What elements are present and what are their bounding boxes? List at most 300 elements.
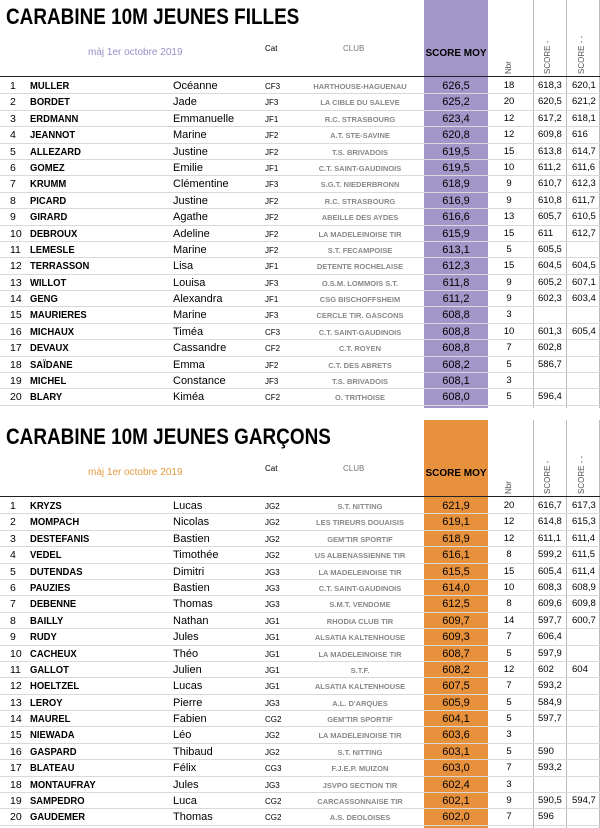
nbr-cell: 10 [503,161,515,173]
category-cell: JG1 [265,649,280,659]
score-2-cell: 611,5 [572,549,596,561]
first-name-cell: Alexandra [173,293,223,306]
club-cell: S.G.T. NIEDERBRONN [320,180,400,190]
first-name-cell: Théo [173,647,199,660]
rank-cell: 1 [10,500,16,512]
rank-cell: 15 [10,309,22,322]
table-row [0,613,600,629]
first-name-cell: Bastien [173,532,210,545]
score-1-cell: 611,1 [538,532,562,544]
score-1-cell: 611,2 [538,161,562,173]
nbr-cell: 20 [503,96,515,108]
club-cell: CSG BISCHOFFSHEIM [319,295,401,305]
rank-cell: 5 [10,565,16,578]
nbr-cell: 5 [506,745,512,757]
score-2-cell: 611,6 [572,161,596,173]
last-name-cell: BLARY [30,391,63,404]
score-2-cell: 604 [572,663,588,675]
rank-cell: 4 [10,549,16,562]
score-1-cell: 617,2 [538,112,562,124]
score-moy-cell: 619,5 [442,145,470,158]
rank-cell: 6 [10,161,16,174]
nbr-cell: 7 [506,762,512,774]
score-moy-cell: 614,0 [442,581,470,594]
nbr-cell: 15 [503,260,515,272]
header-score-1: SCORE - [543,40,552,74]
last-name-cell: GOMEZ [30,161,65,174]
first-name-cell: Jules [173,778,199,791]
last-name-cell: BLATEAU [30,762,75,775]
score-moy-cell: 607,5 [442,680,470,693]
score-moy-cell: 612,5 [442,598,470,611]
category-cell: CF2 [265,344,281,354]
rank-cell: 13 [10,276,22,289]
club-cell: O. TRITHOISE [334,393,385,403]
club-cell: HARTHOUSE-HAGUENAU [313,82,407,91]
rank-cell: 10 [10,227,22,240]
club-cell: C.T. SAINT-GAUDINOIS [318,163,402,173]
score-2-cell: 617,3 [572,500,596,511]
header-score-2: SCORE - - [577,35,586,74]
first-name-cell: Thibaud [173,745,213,758]
first-name-cell: Lisa [173,260,194,273]
rank-cell: 1 [10,80,16,92]
score-1-cell: 597,7 [538,713,562,725]
score-moy-cell: 603,6 [442,729,470,742]
score-1-cell: 596 [538,811,554,823]
score-moy-cell: 603,0 [442,762,470,775]
last-name-cell: DEBENNE [30,598,77,611]
nbr-cell: 9 [506,293,512,305]
rank-cell: 16 [10,745,22,758]
nbr-cell: 10 [503,581,515,593]
score-moy-cell: 619,5 [442,161,470,174]
category-cell: JF1 [265,295,279,305]
category-cell: JF2 [265,131,279,141]
first-name-cell: Thomas [173,598,213,611]
nbr-cell: 14 [503,614,515,626]
table-row [0,111,600,127]
first-name-cell: Pierre [173,696,203,709]
table-row [0,389,600,405]
category-cell: JF2 [265,360,279,370]
nbr-cell: 9 [506,194,512,206]
category-cell: JG3 [265,583,280,593]
header-cat: Cat [265,464,278,473]
club-cell: ALSATIA KALTENHOUSE [314,633,406,643]
club-cell: LA CIBLE DU SALEVE [320,98,400,108]
club-cell: S.T. NITTING [337,747,383,757]
rank-cell: 20 [10,811,22,824]
first-name-cell: Marine [173,309,207,322]
last-name-cell: ERDMANN [30,112,79,125]
table-row [0,678,600,694]
nbr-cell: 5 [506,391,512,403]
rank-cell: 13 [10,696,22,709]
score-moy-cell: 609,7 [442,614,470,627]
rank-cell: 2 [10,516,16,529]
nbr-cell: 5 [506,647,512,659]
score-2-cell: 610,5 [572,211,596,223]
rank-cell: 4 [10,129,16,142]
score-2-cell: 616 [572,129,588,141]
girls-ranking-section [0,0,600,408]
header-score-1: SCORE - [543,460,552,494]
club-cell: CARCASSONNAISE TIR [317,797,403,807]
rank-cell: 7 [10,598,16,611]
header-nbr: Nbr [504,61,513,74]
category-cell: JG2 [265,731,280,741]
club-cell: C.T. ROYEN [338,344,382,354]
club-cell: F.J.E.P. MUIZON [331,764,389,774]
table-row [0,176,600,192]
first-name-cell: Jade [173,96,197,109]
last-name-cell: GALLOT [30,663,69,676]
category-cell: CG2 [265,813,282,823]
nbr-cell: 5 [506,243,512,255]
update-date: màj 1er octobre 2019 [88,467,183,478]
score-moy-cell: 608,8 [442,325,470,338]
category-cell: CF2 [265,393,281,403]
rank-cell: 5 [10,145,16,158]
category-cell: JF1 [265,262,279,272]
category-cell: JG2 [265,502,280,511]
table-row [0,160,600,176]
club-cell: LA MADELEINOISE TIR [318,229,402,239]
score-moy-cell: 604,1 [442,713,470,726]
score-2-cell: 618,1 [572,112,596,124]
last-name-cell: GAUDEMER [30,811,86,824]
header-nbr: Nbr [504,481,513,494]
first-name-cell: Cassandre [173,342,227,355]
nbr-cell: 15 [503,227,515,239]
update-date: màj 1er octobre 2019 [88,47,183,58]
table-row [0,242,600,258]
score-1-cell: 590 [538,745,554,757]
club-cell: ALSATIA KALTENHOUSE [314,682,406,692]
last-name-cell: CACHEUX [30,647,77,660]
table-row [0,307,600,323]
first-name-cell: Lucas [173,500,203,512]
score-moy-cell: 608,2 [442,358,470,371]
header-rule [0,496,600,497]
score-1-cell: 602,8 [538,342,562,354]
rank-cell: 17 [10,762,22,775]
table-row [0,324,600,340]
table-row [0,275,600,291]
first-name-cell: Julien [173,663,202,676]
rank-cell: 9 [10,631,16,644]
score-2-cell: 608,9 [572,581,596,593]
score-moy-cell: 623,4 [442,112,470,125]
table-row [0,144,600,160]
last-name-cell: MICHEL [30,375,67,388]
score-1-cell: 597,9 [538,647,562,659]
first-name-cell: Océanne [173,80,218,92]
score-moy-cell: 603,1 [442,745,470,758]
category-cell: JF1 [265,163,279,173]
nbr-cell: 18 [503,80,515,91]
last-name-cell: MULLER [30,80,70,92]
score-2-cell: 604,5 [572,260,596,272]
last-name-cell: NIEWADA [30,729,75,742]
category-cell: JF3 [265,377,279,387]
last-name-cell: RUDY [30,631,57,644]
category-cell: JF2 [265,245,279,255]
first-name-cell: Agathe [173,211,208,224]
rank-cell: 18 [10,358,22,371]
nbr-cell: 15 [503,565,515,577]
nbr-cell: 12 [503,129,515,141]
last-name-cell: SAÏDANE [30,358,73,371]
score-moy-cell: 611,8 [442,276,470,289]
first-name-cell: Jules [173,631,199,644]
rank-cell: 15 [10,729,22,742]
table-row [0,793,600,809]
last-name-cell: LEMESLE [30,243,75,256]
category-cell: JG2 [265,518,280,528]
nbr-cell: 12 [503,516,515,528]
score-1-cell: 605,7 [538,211,562,223]
nbr-cell: 12 [503,532,515,544]
girls-ranking-table [0,78,600,406]
club-cell: DETENTE ROCHELAISE [316,262,404,272]
last-name-cell: DESTEFANIS [30,532,90,545]
score-1-cell: 618,3 [538,80,562,91]
score-1-cell: 593,2 [538,762,562,774]
first-name-cell: Dimitri [173,565,205,578]
rank-cell: 3 [10,532,16,545]
score-1-cell: 596,4 [538,391,562,403]
last-name-cell: GASPARD [30,745,77,758]
score-moy-cell: 608,2 [442,663,470,676]
nbr-cell: 7 [506,631,512,643]
last-name-cell: TERRASSON [30,260,90,273]
score-2-cell: 607,1 [572,276,596,288]
category-cell: JG1 [265,633,280,643]
rank-cell: 14 [10,293,22,306]
last-name-cell: MICHAUX [30,325,75,338]
nbr-cell: 13 [503,211,515,223]
nbr-cell: 20 [503,500,515,511]
score-1-cell: 586,7 [538,358,562,370]
first-name-cell: Léo [173,729,192,742]
nbr-cell: 5 [506,358,512,370]
first-name-cell: Bastien [173,581,210,594]
table-row [0,209,600,225]
first-name-cell: Thomas [173,811,213,824]
score-1-cell: 609,8 [538,129,562,141]
score-2-cell: 594,7 [572,795,596,807]
table-row [0,809,600,825]
score-1-cell: 604,5 [538,260,562,272]
category-cell: JG2 [265,551,280,561]
table-row [0,127,600,143]
score-1-cell: 610,7 [538,178,562,190]
score-1-cell: 609,6 [538,598,562,610]
header-score-moy: SCORE MOY [425,48,487,59]
score-2-cell: 600,7 [572,614,596,626]
rank-cell: 7 [10,178,16,191]
club-cell: ABEILLE DES AYDES [321,213,399,223]
nbr-cell: 12 [503,663,515,675]
first-name-cell: Emmanuelle [173,112,235,125]
rank-cell: 14 [10,713,22,726]
rank-cell: 18 [10,778,22,791]
category-cell: JF3 [265,180,279,190]
rank-cell: 20 [10,391,22,404]
score-moy-cell: 609,3 [442,631,470,644]
nbr-cell: 7 [506,680,512,692]
category-cell: JF3 [265,278,279,288]
table-row [0,662,600,678]
score-1-cell: 599,2 [538,549,562,561]
last-name-cell: BORDET [30,96,70,109]
nbr-cell: 7 [506,811,512,823]
nbr-cell: 9 [506,276,512,288]
nbr-cell: 8 [506,598,512,610]
category-cell: JF3 [265,311,279,321]
category-cell: JG3 [265,780,280,790]
last-name-cell: PICARD [30,194,67,207]
score-2-cell: 611,7 [572,194,596,206]
header-score-moy: SCORE MOY [425,468,487,479]
table-row [0,744,600,760]
category-cell: JF2 [265,213,279,223]
score-1-cell: 608,3 [538,581,562,593]
category-cell: JG3 [265,567,280,577]
score-1-cell: 614,8 [538,516,562,528]
table-row [0,498,600,514]
club-cell: S.T. NITTING [337,502,383,511]
club-cell: LES TIREURS DOUAISIS [316,518,404,528]
boys-title: CARABINE 10M JEUNES GARÇONS [6,424,331,449]
category-cell: JG2 [265,534,280,544]
category-cell: JG1 [265,682,280,692]
club-cell: T.S. BRIVADOIS [331,147,389,157]
first-name-cell: Fabien [173,713,207,726]
boys-ranking-section [0,420,600,828]
last-name-cell: VEDEL [30,549,62,562]
nbr-cell: 15 [503,145,515,157]
club-cell: GEM'TIR SPORTIF [327,534,393,544]
rank-cell: 3 [10,112,16,125]
category-cell: JG3 [265,698,280,708]
table-row [0,193,600,209]
first-name-cell: Timéa [173,325,204,338]
score-1-cell: 584,9 [538,696,562,708]
nbr-cell: 9 [506,178,512,190]
table-row [0,514,600,530]
score-2-cell: 612,7 [572,227,596,239]
table-row [0,340,600,356]
last-name-cell: JEANNOT [30,129,76,142]
score-moy-cell: 615,9 [442,227,470,240]
score-1-cell: 613,8 [538,145,562,157]
score-1-cell: 620,5 [538,96,562,108]
score-moy-cell: 608,1 [442,375,470,388]
score-moy-cell: 619,1 [442,516,470,529]
first-name-cell: Luca [173,795,197,808]
club-cell: S.T. FECAMPOISE [327,245,393,255]
table-row [0,78,600,94]
nbr-cell: 8 [506,549,512,561]
category-cell: JF3 [265,98,279,108]
rank-cell: 12 [10,260,22,273]
club-cell: LA MADELEINOISE TIR [318,731,402,741]
first-name-cell: Marine [173,129,207,142]
score-moy-cell: 616,9 [442,194,470,207]
table-row [0,777,600,793]
header-rule [0,76,600,77]
table-row [0,226,600,242]
club-cell: T.S. BRIVADOIS [331,377,389,387]
category-cell: CG2 [265,715,282,725]
club-cell: O.S.M. LOMMOIS S.T. [321,278,399,288]
boys-ranking-table [0,498,600,826]
club-cell: A.S. DEOLOISES [329,813,391,823]
club-cell: A.L. D'ARQUES [332,698,388,708]
rank-cell: 17 [10,342,22,355]
club-cell: JSVPO SECTION TIR [322,780,398,790]
last-name-cell: LEROY [30,696,63,709]
rank-cell: 11 [10,243,21,256]
first-name-cell: Félix [173,762,197,775]
nbr-cell: 12 [503,112,515,124]
header-cat: Cat [265,44,278,53]
score-1-cell: 616,7 [538,500,562,511]
nbr-cell: 3 [506,778,512,790]
first-name-cell: Marine [173,243,207,256]
score-moy-cell: 608,7 [442,647,470,660]
score-moy-cell: 602,0 [442,811,470,824]
category-cell: CG3 [265,764,282,774]
category-cell: JF2 [265,229,279,239]
club-cell: A.T. STE-SAVINE [330,131,390,141]
score-1-cell: 601,3 [538,325,562,337]
table-row [0,258,600,274]
rank-cell: 6 [10,581,16,594]
table-row [0,646,600,662]
category-cell: CF3 [265,327,281,337]
nbr-cell: 3 [506,309,512,321]
score-1-cell: 602,3 [538,293,562,305]
score-2-cell: 620,1 [572,80,596,91]
club-cell: R.C. STRASBOURG [324,196,396,206]
last-name-cell: MAUREL [30,713,71,726]
table-row [0,531,600,547]
table-row [0,727,600,743]
first-name-cell: Timothée [173,549,219,562]
score-moy-cell: 615,5 [442,565,470,578]
score-moy-cell: 626,5 [442,80,470,92]
club-cell: C.T. SAINT-GAUDINOIS [318,327,402,337]
nbr-cell: 9 [506,795,512,807]
table-row [0,760,600,776]
first-name-cell: Justine [173,145,208,158]
last-name-cell: DEBROUX [30,227,78,240]
score-1-cell: 605,4 [538,565,562,577]
score-2-cell: 605,4 [572,325,596,337]
header-club: CLUB [343,44,365,53]
table-row [0,547,600,563]
score-moy-cell: 621,9 [442,500,470,512]
first-name-cell: Lucas [173,680,203,693]
score-1-cell: 602 [538,663,554,675]
score-moy-cell: 620,8 [442,129,470,142]
first-name-cell: Justine [173,194,208,207]
first-name-cell: Adeline [173,227,210,240]
